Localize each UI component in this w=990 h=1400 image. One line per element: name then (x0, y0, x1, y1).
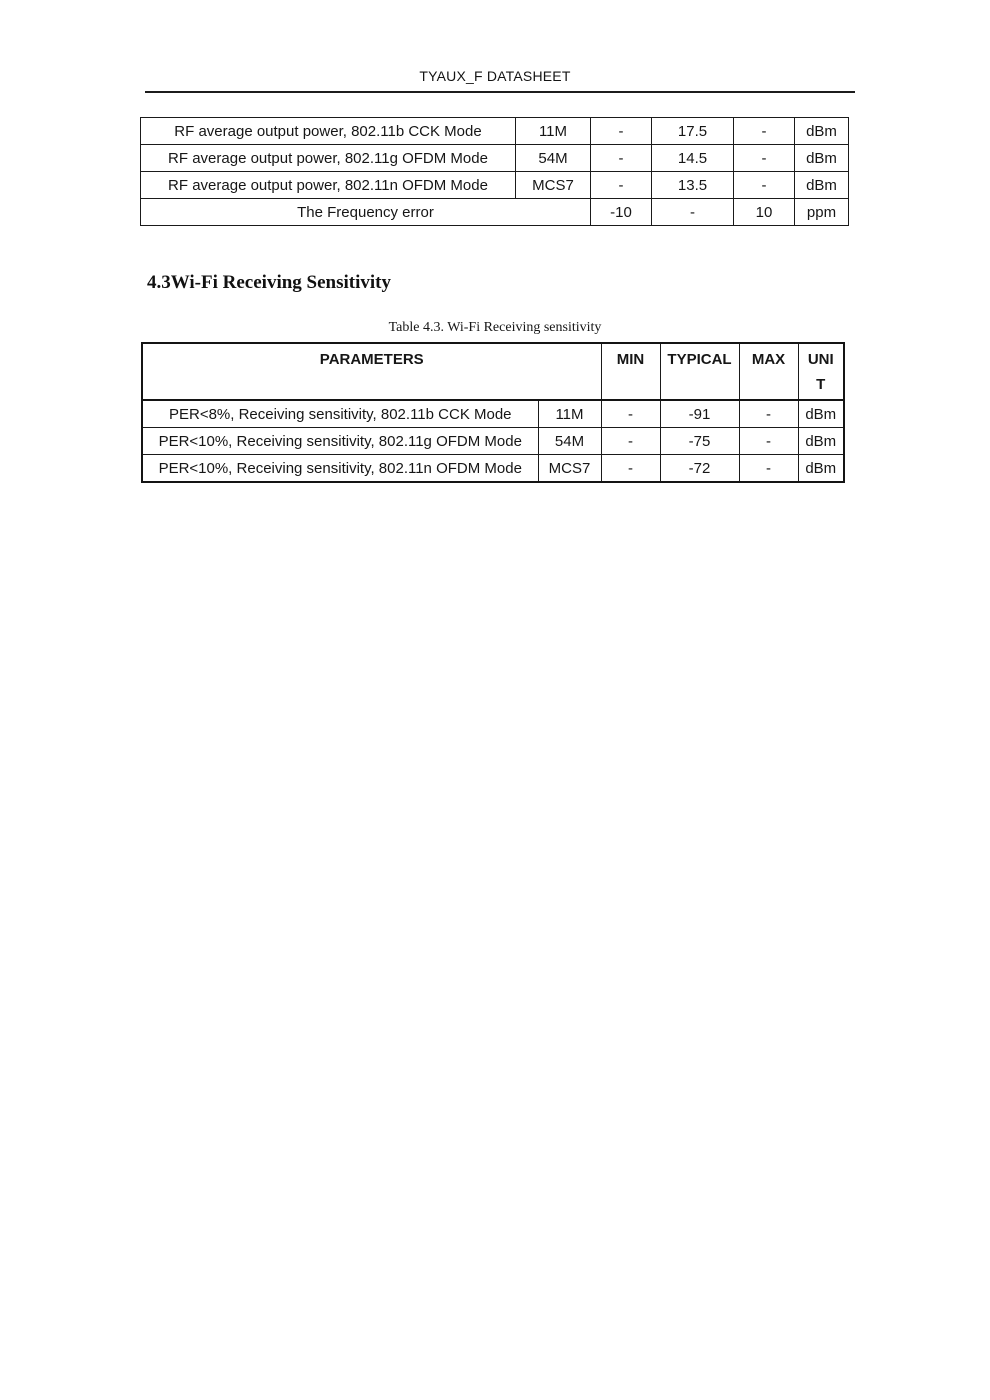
min-cell: - (591, 172, 652, 199)
param-cell: PER<8%, Receiving sensitivity, 802.11b CCK Mode (142, 400, 538, 428)
min-cell: -10 (591, 199, 652, 226)
unit-cell: ppm (795, 199, 849, 226)
rate-cell: 54M (538, 428, 601, 455)
table-row (141, 145, 849, 172)
max-cell: - (734, 172, 795, 199)
max-cell: - (739, 400, 798, 428)
typical-cell: -72 (660, 455, 739, 483)
page-header-title: TYAUX_F DATASHEET (419, 68, 571, 84)
table-row (141, 199, 849, 226)
max-header-cell: MAX (739, 343, 798, 400)
param-cell: PER<10%, Receiving sensitivity, 802.11g OFDM Mode (142, 428, 538, 455)
table-row (142, 455, 844, 483)
table-header-row (142, 343, 844, 400)
param-cell: RF average output power, 802.11n OFDM Mode (141, 172, 516, 199)
param-cell: PER<10%, Receiving sensitivity, 802.11n OFDM Mode (142, 455, 538, 483)
min-cell: - (591, 145, 652, 172)
unit-cell: dBm (798, 400, 844, 428)
table-row (141, 118, 849, 145)
rate-cell: 11M (538, 400, 601, 428)
typical-cell: 17.5 (652, 118, 734, 145)
table-row (142, 428, 844, 455)
min-cell: - (591, 118, 652, 145)
param-cell: RF average output power, 802.11g OFDM Mode (141, 145, 516, 172)
wifi-sensitivity-table (141, 342, 845, 483)
typical-cell: 14.5 (652, 145, 734, 172)
unit-header-cell: UNIT (798, 343, 844, 400)
max-cell: - (734, 145, 795, 172)
rf-output-power-table (140, 117, 849, 226)
min-cell: - (601, 455, 660, 483)
header-rule (145, 91, 855, 93)
parameters-header-cell: PARAMETERS (142, 343, 601, 400)
table-row (142, 400, 844, 428)
max-cell: - (739, 455, 798, 483)
rate-cell: MCS7 (516, 172, 591, 199)
rate-cell: MCS7 (538, 455, 601, 483)
table-row (141, 172, 849, 199)
min-cell: - (601, 428, 660, 455)
section-heading: 4.3Wi-Fi Receiving Sensitivity (147, 272, 391, 293)
rate-cell: 54M (516, 145, 591, 172)
unit-cell: dBm (798, 455, 844, 483)
max-cell: 10 (734, 199, 795, 226)
unit-cell: dBm (795, 172, 849, 199)
unit-cell: dBm (795, 145, 849, 172)
min-cell: - (601, 400, 660, 428)
typical-cell: -75 (660, 428, 739, 455)
param-cell: RF average output power, 802.11b CCK Mode (141, 118, 516, 145)
max-cell: - (734, 118, 795, 145)
max-cell: - (739, 428, 798, 455)
rate-cell: 11M (516, 118, 591, 145)
typical-cell: - (652, 199, 734, 226)
typical-cell: -91 (660, 400, 739, 428)
typical-cell: 13.5 (652, 172, 734, 199)
unit-cell: dBm (798, 428, 844, 455)
typical-header-cell: TYPICAL (660, 343, 739, 400)
min-header-cell: MIN (601, 343, 660, 400)
param-cell: The Frequency error (141, 199, 591, 226)
unit-cell: dBm (795, 118, 849, 145)
table-caption: Table 4.3. Wi-Fi Receiving sensitivity (388, 320, 602, 335)
